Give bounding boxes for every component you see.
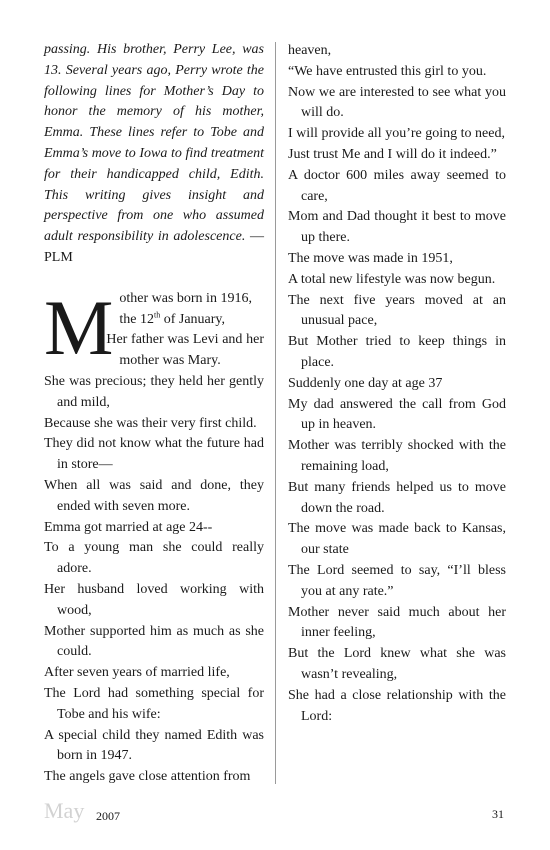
poem-line: They did not know what the future had in store— (44, 436, 264, 473)
drop-cap: M (44, 283, 114, 371)
poem-line: Emma got married at age 24-- (44, 519, 213, 535)
poem-line: Suddenly one day at age 37 (288, 375, 443, 391)
poem-line: The next five years moved at an unusual pace, (288, 292, 506, 329)
poem-line: Mother supported him as much as she could. (44, 623, 264, 660)
poem-line: heaven, (288, 43, 332, 58)
poem-left (44, 283, 264, 788)
poem-line: other was born in 1916, (119, 290, 252, 306)
poem-lines-left (44, 372, 264, 788)
intro-signature: —PLM (44, 229, 265, 265)
poem-line: Just trust Me and I will do it indeed.” (288, 146, 497, 162)
poem-line: But the Lord knew what she was wasn’t revealing, (288, 646, 506, 682)
poem-line: I will provide all you’re going to need, (288, 126, 505, 142)
poem-line: She was precious; they held her gently and mild, (44, 373, 264, 410)
poem-line: But Mother tried to keep things in place. (288, 334, 506, 370)
poem-line: Mother never said much about her inner feeling, (288, 604, 506, 641)
poem-opening (44, 283, 264, 372)
poem-line: After seven years of married life, (44, 665, 230, 681)
right-column (288, 41, 506, 727)
footer-month: May (44, 798, 85, 823)
poem-line: The Lord had something special for Tobe and his wife: (44, 685, 264, 722)
poem-line: Her husband loved working with wood, (44, 581, 264, 618)
intro-text: passing. His brother, Perry Lee, was 13. Several years ago, Perry wrote the following lines for Mother’s Day to honor the memory of his mother, Emma. These lines refer to Tobe and Emma’s move to Iowa to find treatment for their handicapped child, Edith. This writing gives insight and perspective from one who assumed adult responsibility in adolescence. (44, 42, 264, 245)
poem-line: A doctor 600 miles away seemed to care, (288, 167, 506, 204)
footer-year: 2007 (96, 809, 120, 823)
poem-line: But many friends helped us to move down the road. (288, 479, 506, 516)
column-divider (275, 42, 276, 784)
poem-line: Now we are interested to see what you will do. (288, 84, 506, 121)
page-number: 31 (492, 807, 504, 821)
poem-line: “We have entrusted this girl to you. (288, 63, 487, 79)
poem-line: She had a close relationship with the Lord: (288, 687, 506, 724)
poem-line: A special child they named Edith was born in 1947. (44, 727, 264, 764)
poem-line: Her father was Levi and her mother was Mary. (106, 332, 264, 369)
poem-line: The angels gave close attention from (44, 769, 251, 785)
left-column (44, 40, 264, 788)
poem-line: When all was said and done, they ended with seven more. (44, 477, 264, 514)
poem-line: To a young man she could really adore. (44, 540, 264, 577)
poem-line: The move was made back to Kansas, our state (288, 521, 506, 558)
poem-line: The Lord seemed to say, “I’ll bless you at any rate.” (288, 562, 506, 599)
poem-line: The move was made in 1951, (288, 250, 453, 266)
poem-line: My dad answered the call from God up in heaven. (288, 396, 506, 433)
poem-line: Mother was terribly shocked with the remaining load, (288, 438, 506, 474)
poem-lines-right (288, 41, 506, 727)
poem-line: the 12th of January, (119, 309, 225, 327)
poem-line: A total new lifestyle was now begun. (288, 271, 496, 287)
poem-line: Mom and Dad thought it best to move up there. (288, 209, 506, 246)
poem-line: Because she was their very first child. (44, 415, 257, 431)
intro-paragraph (44, 40, 264, 269)
